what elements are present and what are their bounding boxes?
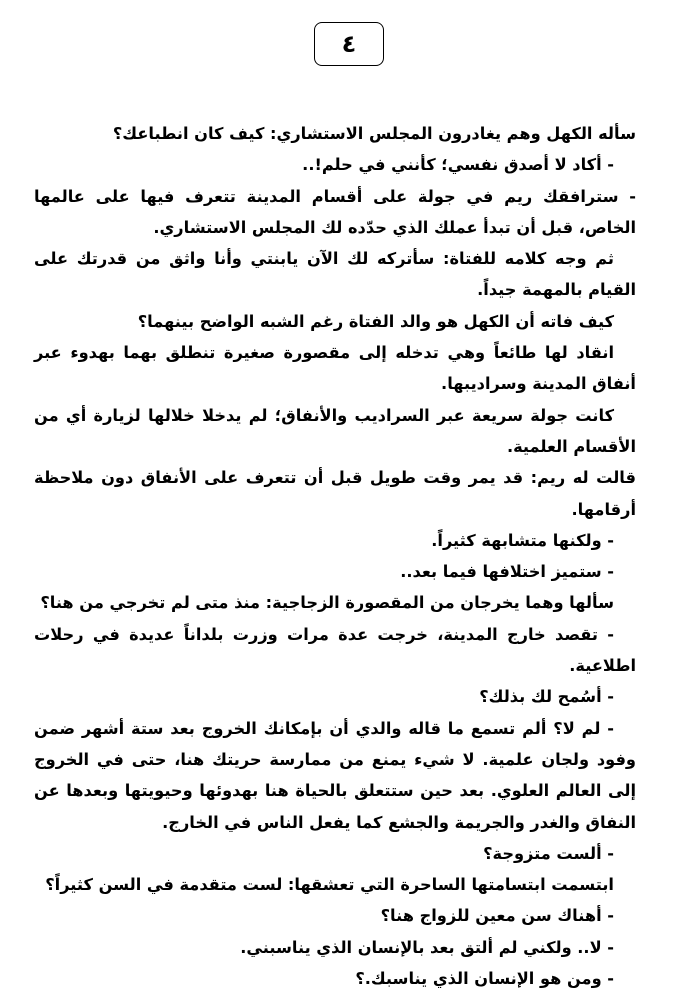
paragraph: - ستميز اختلافها فيما بعد.. — [400, 562, 614, 582]
paragraph: - ولكنها متشابهة كثيراً. — [431, 530, 614, 550]
paragraph: - لم لا؟ ألم تسمع ما قاله والدي أن بإمكانك الخروج بعد ستة أشهر ضمن وفود ولجان علمية. لا شيء يمنع من ممارسة حريتك هنا، حتى في الخروج إلى العالم العلوي. بعد حين ستتعلق بالحياة هنا بهدوئها وحيويتها وبعدها عن النفاق والغدر والجريمة والجشع كما يفعل الناس في الخارج. — [34, 718, 636, 832]
paragraph: انقاد لها طائعاً وهي تدخله إلى مقصورة صغيرة تنطلق بهما بهدوء عبر أنفاق المدينة وسراديبها. — [34, 343, 636, 394]
paragraph: سأله الكهل وهم يغادرون المجلس الاستشاري: كيف كان انطباعك؟ — [112, 124, 636, 143]
paragraph: ثم وجه كلامه للفتاة: سأتركه لك الآن يابنتي وأنا واثق من قدرتك على القيام بالمهمة جيداً. — [34, 249, 636, 300]
paragraph: - أهناك سن معين للزواج هنا؟ — [380, 906, 614, 926]
paragraph: - لا.. ولكني لم ألتق بعد بالإنسان الذي يناسبني. — [240, 937, 614, 957]
paragraph: - أكاد لا أصدق نفسي؛ كأنني في حلم!.. — [302, 155, 614, 175]
paragraph: - ومن هو الإنسان الذي يناسبك.؟ — [355, 969, 614, 989]
paragraph: كيف فاته أن الكهل هو والد الفتاة رغم الشبه الواضح بينهما؟ — [137, 311, 614, 331]
paragraph: - سترافقك ريم في جولة على أقسام المدينة تتعرف فيها على عالمها الخاص، قبل أن تبدأ عملك الذي حدّده لك المجلس الاستشاري. — [34, 186, 636, 237]
paragraph: - ألست متزوجة؟ — [483, 843, 614, 863]
paragraph: سألها وهما يخرجان من المقصورة الزجاجية: منذ متى لم تخرجي من هنا؟ — [40, 593, 614, 613]
paragraph: كانت جولة سريعة عبر السراديب والأنفاق؛ لم يدخلا خلالها لزيارة أي من الأقسام العلمية. — [34, 405, 636, 456]
paragraph: - أسُمح لك بذلك؟ — [479, 687, 614, 707]
page-number: ٤ — [314, 22, 384, 66]
body-text — [34, 118, 636, 994]
paragraph: ابتسمت ابتسامتها الساحرة التي تعشقها: لست متقدمة في السن كثيراً؟ — [45, 875, 614, 895]
paragraph: - تقصد خارج المدينة، خرجت عدة مرات وزرت بلداناً عديدة في رحلات اطلاعية. — [34, 624, 636, 676]
paragraph: قالت له ريم: قد يمر وقت طويل قبل أن تتعرف على الأنفاق دون ملاحظة أرقامها. — [34, 468, 636, 519]
